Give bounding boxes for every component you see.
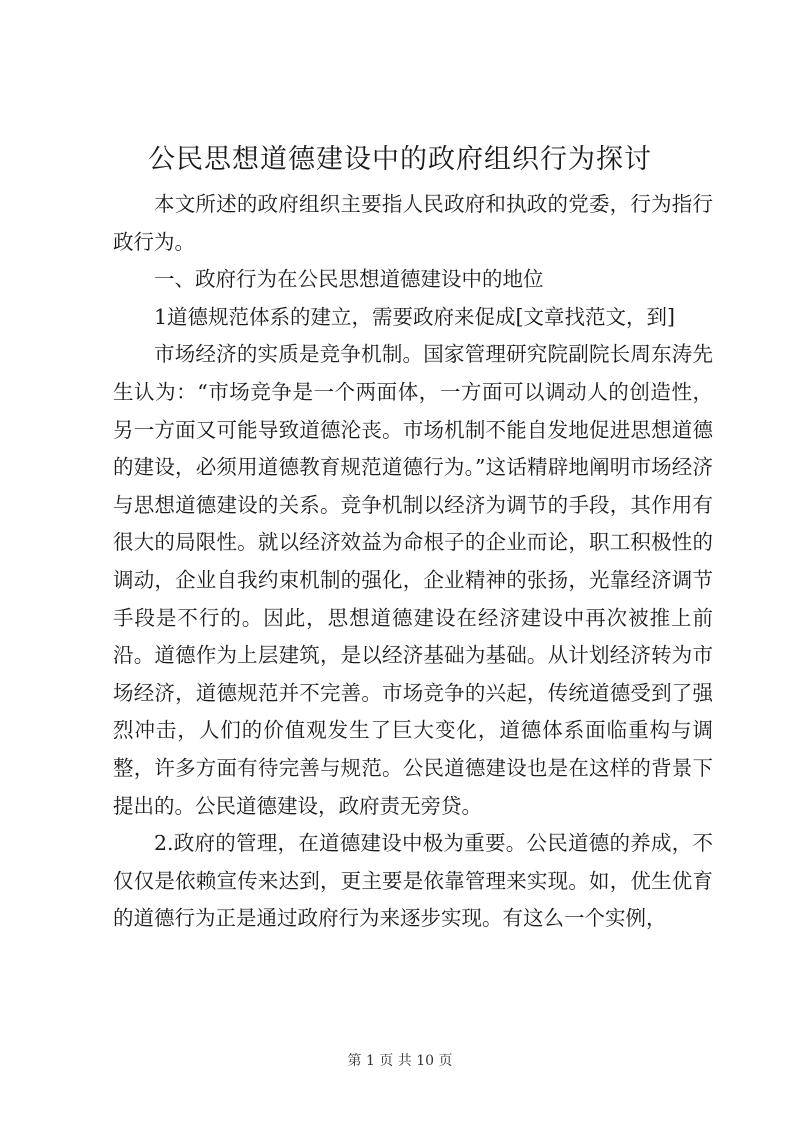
paragraph-government-management: 2.政府的管理，在道德建设中极为重要。公民道德的养成，不仅仅是依赖宣传来达到，更主要是依靠管理来实现。如，优生优育的道德行为正是通过政府行为来逐步实现。有这么一个实例， xyxy=(113,831,713,931)
document-title: 公民思想道德建设中的政府组织行为探讨 xyxy=(148,144,652,175)
document-body xyxy=(113,186,713,938)
page-number-footer: 第 1 页 共 10 页 xyxy=(347,1053,453,1069)
paragraph-intro: 本文所述的政府组织主要指人民政府和执政的党委，行为指行政行为。 xyxy=(113,192,713,254)
subsection-heading-1: 1道德规范体系的建立，需要政府来促成[文章找范文，到] xyxy=(154,304,676,329)
section-heading-1: 一、政府行为在公民思想道德建设中的地位 xyxy=(154,267,544,292)
paragraph-market-economy: 市场经济的实质是竞争机制。国家管理研究院副院长周东涛先生认为：“市场竞争是一个两面体，一方面可以调动人的创造性，另一方面又可能导致道德沦丧。市场机制不能自发地促进思想道德的建设，必须用道德教育规范道德行为。”这话精辟地阐明市场经济与思想道德建设的关系。竞争机制以经济为调节的手段，其作用有很大的局限性。就以经济效益为命根子的企业而论，职工积极性的调动，企业自我约束机制的强化，企业精神的张扬，光靠经济调节手段是不行的。因此，思想道德建设在经济建设中再次被推上前沿。道德作为上层建筑，是以经济基础为基础。从计划经济转为市场经济，道德规范并不完善。市场竞争的兴起，传统道德受到了强烈冲击，人们的价值观发生了巨大变化，道德体系面临重构与调整，许多方面有待完善与规范。公民道德建设也是在这样的背景下提出的。公民道德建设，政府责无旁贷。 xyxy=(113,342,713,818)
